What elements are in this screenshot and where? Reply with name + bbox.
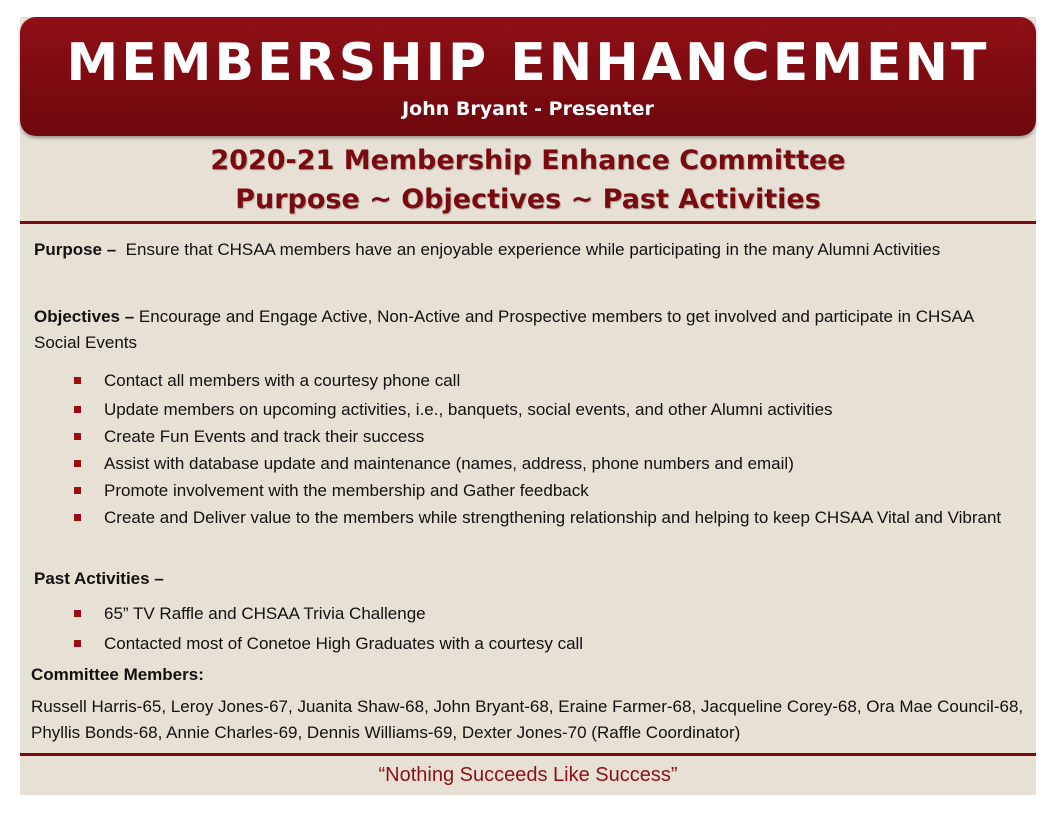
bullet-square-icon	[74, 514, 81, 521]
purpose-label: Purpose –	[34, 240, 117, 259]
footer-quote: “Nothing Succeeds Like Success”	[378, 764, 678, 786]
banner-title: MEMBERSHIP ENHANCEMENT	[66, 33, 990, 93]
committee-members: Russell Harris-65, Leroy Jones-67, Juanita Shaw-68, John Bryant-68, Eraine Farmer-68, Jacqueline Corey-68, Ora Mae Council-68, Phyllis Bonds-68, Annie Charles-69, Dennis Williams-69, Dexter Jones-70 (Raffle Coordinator)	[31, 697, 1024, 742]
list-item	[74, 397, 1024, 423]
purpose-text: Ensure that CHSAA members have an enjoyable experience while participating in the many Alumni Activities	[125, 240, 941, 259]
title-banner	[20, 17, 1036, 136]
list-item	[74, 478, 1024, 504]
list-item	[74, 505, 1024, 531]
bullet-square-icon	[74, 640, 81, 647]
list-item-text: Promote involvement with the membership and Gather feedback	[104, 481, 589, 500]
objectives-paragraph	[34, 304, 1024, 356]
list-item	[74, 368, 1024, 394]
section-heading-line1: 2020-21 Membership Enhance Committee	[210, 145, 846, 176]
past-activities-list	[74, 601, 1024, 657]
top-divider	[20, 221, 1036, 224]
list-item-text: Create Fun Events and track their success	[104, 427, 425, 446]
section-heading-line2: Purpose ~ Objectives ~ Past Activities	[235, 184, 821, 215]
list-item-text: Contact all members with a courtesy phone call	[104, 371, 461, 390]
list-item	[74, 451, 1024, 477]
list-item-text: 65” TV Raffle and CHSAA Trivia Challenge	[104, 604, 426, 623]
list-item	[74, 631, 1024, 657]
objectives-text: Encourage and Engage Active, Non-Active and Prospective members to get involved and participate in CHSAA Social Events	[34, 307, 974, 352]
bullet-square-icon	[74, 406, 81, 413]
purpose-paragraph	[34, 237, 1024, 263]
list-item-text: Create and Deliver value to the members while strengthening relationship and helping to keep CHSAA Vital and Vibrant	[104, 508, 1002, 527]
list-item-text: Contacted most of Conetoe High Graduates with a courtesy call	[104, 634, 584, 653]
slide	[20, 17, 1036, 795]
list-item	[74, 601, 1024, 627]
list-item-text: Assist with database update and maintenance (names, address, phone numbers and email)	[104, 454, 794, 473]
bottom-divider	[20, 753, 1036, 756]
bullet-square-icon	[74, 487, 81, 494]
bullet-square-icon	[74, 377, 81, 384]
objectives-list	[74, 368, 1024, 531]
banner-subtitle: John Bryant - Presenter	[402, 98, 654, 120]
past-activities-label: Past Activities –	[34, 569, 164, 588]
bullet-square-icon	[74, 433, 81, 440]
bullet-square-icon	[74, 460, 81, 467]
committee-label: Committee Members:	[31, 665, 204, 684]
objectives-label: Objectives –	[34, 307, 135, 326]
bullet-square-icon	[74, 610, 81, 617]
list-item	[74, 424, 1024, 450]
list-item-text: Update members on upcoming activities, i.e., banquets, social events, and other Alumni activities	[104, 400, 833, 419]
